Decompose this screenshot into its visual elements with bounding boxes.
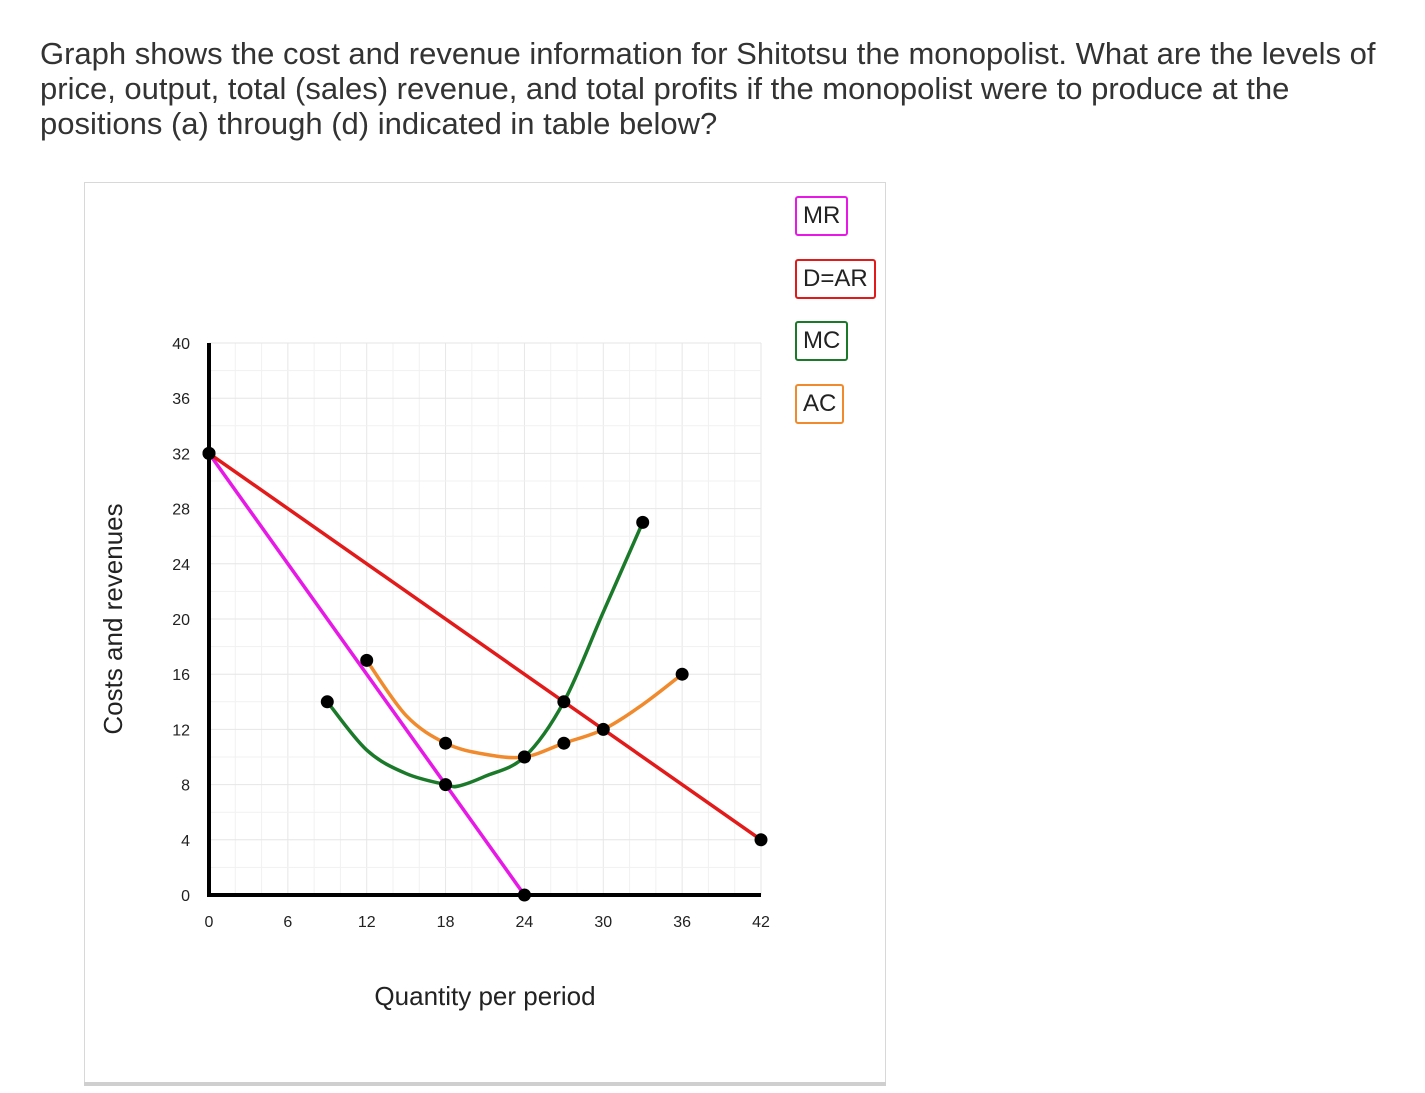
y-tick-label: 20 [172, 612, 190, 629]
legend-item-d-ar: D=AR [795, 259, 876, 299]
y-tick-label: 0 [181, 888, 190, 905]
ac-point [676, 668, 689, 681]
y-tick-label: 24 [172, 556, 190, 574]
question-text: Graph shows the cost and revenue information for Shitotsu the monopolist. What are the levels of price, output, total (sales) revenue, and total profits if the monopolist were to produce at the positions (a) through (d) indicated in table below? [40, 36, 1376, 141]
y-tick-label: 32 [172, 446, 190, 464]
y-tick-label: 8 [181, 777, 190, 795]
x-tick-label: 6 [283, 914, 293, 931]
mr-point [518, 889, 531, 902]
mc-point [557, 695, 570, 708]
ac-point [518, 751, 531, 764]
ac-point [439, 737, 452, 750]
ac-point [557, 737, 570, 750]
y-tick-label: 16 [172, 667, 190, 685]
ac-point [597, 723, 610, 736]
d-ar-point [755, 833, 768, 846]
y-tick-label: 36 [172, 391, 190, 409]
ac-point [360, 654, 373, 667]
mc-point [321, 695, 334, 708]
x-tick-label: 24 [515, 914, 534, 931]
mc-point [636, 516, 649, 529]
y-axis-title: Costs and revenues [98, 503, 128, 735]
d-ar-point [203, 447, 216, 460]
x-tick-label: 30 [594, 914, 613, 931]
y-tick-label: 12 [172, 722, 190, 740]
x-tick-label: 0 [204, 914, 214, 931]
x-tick-label: 36 [673, 914, 692, 931]
legend-item-mc: MC [795, 321, 848, 361]
mc-point [439, 778, 452, 791]
x-tick-label: 12 [357, 914, 376, 931]
x-tick-label: 42 [752, 914, 770, 931]
legend-item-mr: MR [795, 196, 848, 236]
x-tick-label: 18 [436, 914, 455, 931]
legend-item-ac: AC [795, 384, 844, 424]
y-tick-label: 40 [172, 336, 190, 353]
mc-curve [327, 522, 642, 786]
y-tick-label: 4 [181, 832, 190, 850]
x-axis-title: Quantity per period [374, 981, 596, 1011]
y-tick-label: 28 [172, 501, 190, 519]
